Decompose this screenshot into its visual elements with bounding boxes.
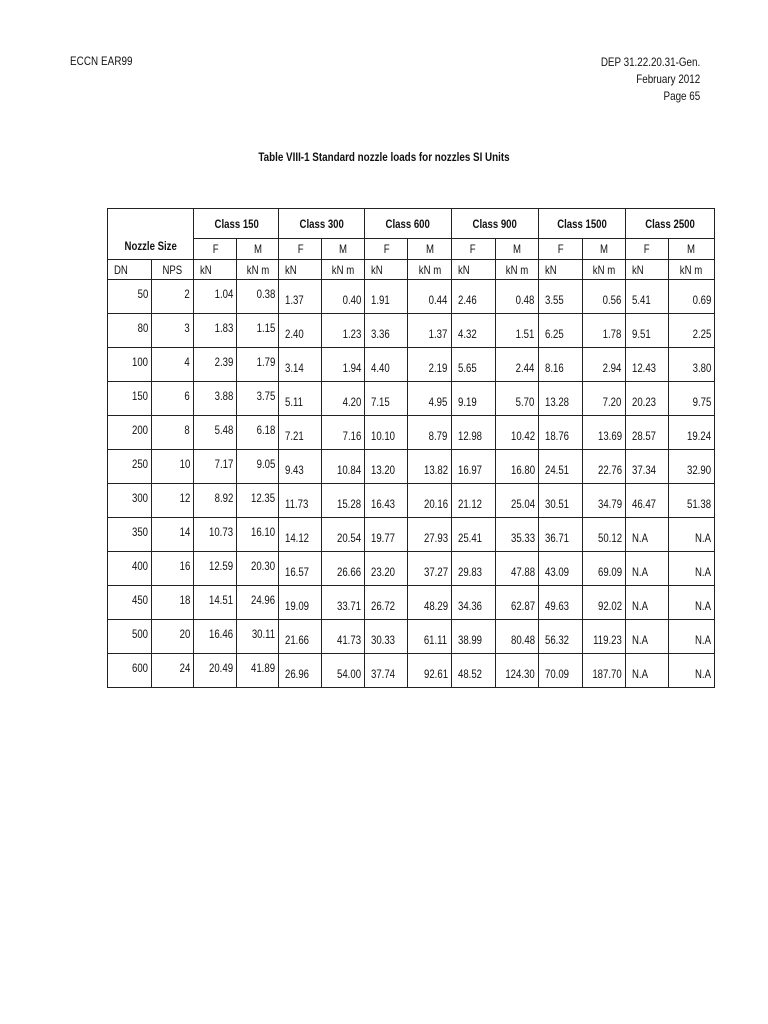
force-value-cell: 24.51 xyxy=(538,450,582,484)
force-value-cell: 7.21 xyxy=(279,416,322,450)
moment-value-cell: 19.24 xyxy=(668,416,714,450)
moment-value-cell: 3.80 xyxy=(668,348,714,382)
force-value-cell: 9.19 xyxy=(451,382,495,416)
moment-value-cell: 4.95 xyxy=(408,382,451,416)
class-header: Class 1500 xyxy=(538,209,625,239)
force-unit: kN xyxy=(538,260,582,280)
moment-value-cell: N.A xyxy=(668,552,714,586)
nps-cell: 3 xyxy=(152,314,194,348)
table-row xyxy=(108,348,715,382)
force-unit: kN xyxy=(451,260,495,280)
nps-cell: 4 xyxy=(152,348,194,382)
force-value-cell: 16.43 xyxy=(365,484,408,518)
moment-value-cell: 41.73 xyxy=(322,620,365,654)
force-value-cell: 21.66 xyxy=(279,620,322,654)
class-header-row xyxy=(108,209,715,239)
force-value-cell: 9.43 xyxy=(279,450,322,484)
moment-value-cell: 0.48 xyxy=(495,280,538,314)
moment-value-cell: 35.33 xyxy=(495,518,538,552)
force-value-cell: 38.99 xyxy=(451,620,495,654)
moment-value-cell: 37.27 xyxy=(408,552,451,586)
moment-value-cell: 1.15 xyxy=(237,314,279,348)
force-value-cell: 26.96 xyxy=(279,654,322,688)
force-unit: kN xyxy=(365,260,408,280)
moment-value-cell: 26.66 xyxy=(322,552,365,586)
force-value-cell: N.A xyxy=(625,586,668,620)
dn-cell: 200 xyxy=(108,416,152,450)
nozzle-size-header: Nozzle Size xyxy=(108,209,194,260)
force-value-cell: 23.20 xyxy=(365,552,408,586)
moment-unit: kN m xyxy=(582,260,625,280)
moment-value-cell: 16.80 xyxy=(495,450,538,484)
force-value-cell: 5.65 xyxy=(451,348,495,382)
nozzle-loads-table xyxy=(107,208,715,688)
dn-cell: 100 xyxy=(108,348,152,382)
moment-value-cell: 0.40 xyxy=(322,280,365,314)
table-row xyxy=(108,654,715,688)
class-header: Class 600 xyxy=(365,209,451,239)
moment-value-cell: 80.48 xyxy=(495,620,538,654)
force-value-cell: 26.72 xyxy=(365,586,408,620)
nps-cell: 14 xyxy=(152,518,194,552)
table-row xyxy=(108,280,715,314)
force-value-cell: N.A xyxy=(625,620,668,654)
force-value-cell: 4.32 xyxy=(451,314,495,348)
nps-cell: 2 xyxy=(152,280,194,314)
force-value-cell: 70.09 xyxy=(538,654,582,688)
moment-value-cell: N.A xyxy=(668,620,714,654)
moment-unit: kN m xyxy=(408,260,451,280)
moment-value-cell: 2.25 xyxy=(668,314,714,348)
force-value-cell: 1.37 xyxy=(279,280,322,314)
moment-value-cell: 69.09 xyxy=(582,552,625,586)
moment-value-cell: 119.23 xyxy=(582,620,625,654)
force-value-cell: 18.76 xyxy=(538,416,582,450)
force-value-cell: 29.83 xyxy=(451,552,495,586)
force-value-cell: 1.83 xyxy=(194,314,237,348)
moment-value-cell: 20.16 xyxy=(408,484,451,518)
force-value-cell: 16.57 xyxy=(279,552,322,586)
force-value-cell: 16.46 xyxy=(194,620,237,654)
force-header: F xyxy=(625,239,668,260)
table-row xyxy=(108,382,715,416)
moment-value-cell: 25.04 xyxy=(495,484,538,518)
moment-value-cell: 50.12 xyxy=(582,518,625,552)
table-row xyxy=(108,484,715,518)
force-value-cell: 43.09 xyxy=(538,552,582,586)
moment-value-cell: 4.20 xyxy=(322,382,365,416)
moment-value-cell: 9.75 xyxy=(668,382,714,416)
force-value-cell: 2.39 xyxy=(194,348,237,382)
moment-value-cell: 8.79 xyxy=(408,416,451,450)
table-body xyxy=(108,209,715,688)
moment-value-cell: 0.38 xyxy=(237,280,279,314)
table-row xyxy=(108,552,715,586)
moment-value-cell: 48.29 xyxy=(408,586,451,620)
document-reference xyxy=(601,54,700,105)
force-value-cell: 3.36 xyxy=(365,314,408,348)
class-header: Class 2500 xyxy=(625,209,714,239)
moment-value-cell: 61.11 xyxy=(408,620,451,654)
moment-header: M xyxy=(582,239,625,260)
moment-value-cell: 10.84 xyxy=(322,450,365,484)
moment-value-cell: 3.75 xyxy=(237,382,279,416)
moment-header: M xyxy=(237,239,279,260)
moment-value-cell: 13.69 xyxy=(582,416,625,450)
force-value-cell: 14.12 xyxy=(279,518,322,552)
dn-cell: 50 xyxy=(108,280,152,314)
force-header: F xyxy=(365,239,408,260)
force-unit: kN xyxy=(279,260,322,280)
force-header: F xyxy=(538,239,582,260)
force-value-cell: 13.20 xyxy=(365,450,408,484)
force-value-cell: N.A xyxy=(625,552,668,586)
moment-header: M xyxy=(322,239,365,260)
force-value-cell: 8.16 xyxy=(538,348,582,382)
document-date: February 2012 xyxy=(636,72,700,86)
moment-unit: kN m xyxy=(237,260,279,280)
force-value-cell: 1.04 xyxy=(194,280,237,314)
force-value-cell: 34.36 xyxy=(451,586,495,620)
force-value-cell: N.A xyxy=(625,518,668,552)
moment-value-cell: 1.37 xyxy=(408,314,451,348)
force-value-cell: 28.57 xyxy=(625,416,668,450)
force-value-cell: 30.51 xyxy=(538,484,582,518)
force-value-cell: 49.63 xyxy=(538,586,582,620)
moment-value-cell: 10.42 xyxy=(495,416,538,450)
moment-value-cell: 7.20 xyxy=(582,382,625,416)
table-row xyxy=(108,518,715,552)
moment-value-cell: 2.44 xyxy=(495,348,538,382)
class-header: Class 900 xyxy=(451,209,538,239)
force-value-cell: 7.15 xyxy=(365,382,408,416)
moment-value-cell: 15.28 xyxy=(322,484,365,518)
dn-cell: 450 xyxy=(108,586,152,620)
moment-value-cell: 1.94 xyxy=(322,348,365,382)
force-value-cell: 46.47 xyxy=(625,484,668,518)
dn-cell: 500 xyxy=(108,620,152,654)
moment-value-cell: 22.76 xyxy=(582,450,625,484)
force-value-cell: 7.17 xyxy=(194,450,237,484)
force-value-cell: 12.59 xyxy=(194,552,237,586)
moment-value-cell: 124.30 xyxy=(495,654,538,688)
nps-cell: 6 xyxy=(152,382,194,416)
force-value-cell: 56.32 xyxy=(538,620,582,654)
nps-cell: 24 xyxy=(152,654,194,688)
class-header: Class 300 xyxy=(279,209,365,239)
force-value-cell: 5.48 xyxy=(194,416,237,450)
moment-value-cell: 27.93 xyxy=(408,518,451,552)
force-value-cell: 3.14 xyxy=(279,348,322,382)
force-value-cell: 12.43 xyxy=(625,348,668,382)
document-number: DEP 31.22.20.31-Gen. xyxy=(600,55,700,69)
force-value-cell: 19.09 xyxy=(279,586,322,620)
force-value-cell: 4.40 xyxy=(365,348,408,382)
force-value-cell: 20.23 xyxy=(625,382,668,416)
dn-cell: 400 xyxy=(108,552,152,586)
moment-value-cell: 51.38 xyxy=(668,484,714,518)
moment-value-cell: 20.54 xyxy=(322,518,365,552)
force-value-cell: 3.88 xyxy=(194,382,237,416)
force-value-cell: 30.33 xyxy=(365,620,408,654)
force-value-cell: 2.40 xyxy=(279,314,322,348)
moment-value-cell: 34.79 xyxy=(582,484,625,518)
force-unit: kN xyxy=(194,260,237,280)
force-value-cell: 16.97 xyxy=(451,450,495,484)
force-value-cell: 13.28 xyxy=(538,382,582,416)
nps-cell: 8 xyxy=(152,416,194,450)
nps-cell: 10 xyxy=(152,450,194,484)
nps-cell: 18 xyxy=(152,586,194,620)
force-value-cell: 37.34 xyxy=(625,450,668,484)
moment-value-cell: 16.10 xyxy=(237,518,279,552)
moment-value-cell: N.A xyxy=(668,654,714,688)
moment-value-cell: 6.18 xyxy=(237,416,279,450)
table-row xyxy=(108,416,715,450)
moment-value-cell: 54.00 xyxy=(322,654,365,688)
moment-value-cell: 2.19 xyxy=(408,348,451,382)
dn-header: DN xyxy=(108,260,152,280)
moment-value-cell: 92.61 xyxy=(408,654,451,688)
force-value-cell: 3.55 xyxy=(538,280,582,314)
force-value-cell: 21.12 xyxy=(451,484,495,518)
dn-cell: 300 xyxy=(108,484,152,518)
moment-value-cell: 92.02 xyxy=(582,586,625,620)
moment-value-cell: 12.35 xyxy=(237,484,279,518)
moment-value-cell: 0.44 xyxy=(408,280,451,314)
force-value-cell: 36.71 xyxy=(538,518,582,552)
force-value-cell: 2.46 xyxy=(451,280,495,314)
moment-value-cell: 30.11 xyxy=(237,620,279,654)
moment-value-cell: 9.05 xyxy=(237,450,279,484)
force-value-cell: 8.92 xyxy=(194,484,237,518)
unit-header-row xyxy=(108,260,715,280)
table-title: Table VIII-1 Standard nozzle loads for nozzles SI Units xyxy=(258,150,510,164)
moment-value-cell: 0.56 xyxy=(582,280,625,314)
moment-value-cell: 62.87 xyxy=(495,586,538,620)
moment-value-cell: 1.78 xyxy=(582,314,625,348)
force-moment-header-row xyxy=(108,239,715,260)
moment-value-cell: 2.94 xyxy=(582,348,625,382)
moment-unit: kN m xyxy=(322,260,365,280)
export-classification: ECCN EAR99 xyxy=(70,54,133,68)
page-number: Page 65 xyxy=(663,89,700,103)
dn-cell: 80 xyxy=(108,314,152,348)
nps-cell: 20 xyxy=(152,620,194,654)
moment-value-cell: 32.90 xyxy=(668,450,714,484)
moment-header: M xyxy=(668,239,714,260)
moment-value-cell: 1.79 xyxy=(237,348,279,382)
moment-value-cell: 33.71 xyxy=(322,586,365,620)
nps-cell: 12 xyxy=(152,484,194,518)
force-value-cell: 10.10 xyxy=(365,416,408,450)
table-row xyxy=(108,586,715,620)
force-value-cell: 10.73 xyxy=(194,518,237,552)
dn-cell: 150 xyxy=(108,382,152,416)
force-value-cell: 5.11 xyxy=(279,382,322,416)
table-row xyxy=(108,314,715,348)
force-value-cell: 12.98 xyxy=(451,416,495,450)
moment-value-cell: 1.23 xyxy=(322,314,365,348)
moment-value-cell: 7.16 xyxy=(322,416,365,450)
moment-value-cell: 47.88 xyxy=(495,552,538,586)
dn-cell: 350 xyxy=(108,518,152,552)
force-value-cell: 5.41 xyxy=(625,280,668,314)
force-value-cell: 14.51 xyxy=(194,586,237,620)
force-header: F xyxy=(279,239,322,260)
force-value-cell: 25.41 xyxy=(451,518,495,552)
moment-value-cell: 0.69 xyxy=(668,280,714,314)
moment-unit: kN m xyxy=(495,260,538,280)
moment-value-cell: 24.96 xyxy=(237,586,279,620)
force-value-cell: 48.52 xyxy=(451,654,495,688)
force-value-cell: 37.74 xyxy=(365,654,408,688)
moment-value-cell: 20.30 xyxy=(237,552,279,586)
table-row xyxy=(108,450,715,484)
class-header: Class 150 xyxy=(194,209,279,239)
force-value-cell: 9.51 xyxy=(625,314,668,348)
nps-header: NPS xyxy=(152,260,194,280)
dn-cell: 250 xyxy=(108,450,152,484)
moment-value-cell: 5.70 xyxy=(495,382,538,416)
force-unit: kN xyxy=(625,260,668,280)
moment-header: M xyxy=(408,239,451,260)
moment-header: M xyxy=(495,239,538,260)
force-header: F xyxy=(451,239,495,260)
moment-unit: kN m xyxy=(668,260,714,280)
force-value-cell: 19.77 xyxy=(365,518,408,552)
force-value-cell: 1.91 xyxy=(365,280,408,314)
moment-value-cell: 41.89 xyxy=(237,654,279,688)
force-value-cell: N.A xyxy=(625,654,668,688)
moment-value-cell: N.A xyxy=(668,518,714,552)
force-header: F xyxy=(194,239,237,260)
moment-value-cell: 187.70 xyxy=(582,654,625,688)
force-value-cell: 6.25 xyxy=(538,314,582,348)
moment-value-cell: N.A xyxy=(668,586,714,620)
force-value-cell: 20.49 xyxy=(194,654,237,688)
force-value-cell: 11.73 xyxy=(279,484,322,518)
moment-value-cell: 13.82 xyxy=(408,450,451,484)
moment-value-cell: 1.51 xyxy=(495,314,538,348)
nps-cell: 16 xyxy=(152,552,194,586)
table-row xyxy=(108,620,715,654)
dn-cell: 600 xyxy=(108,654,152,688)
